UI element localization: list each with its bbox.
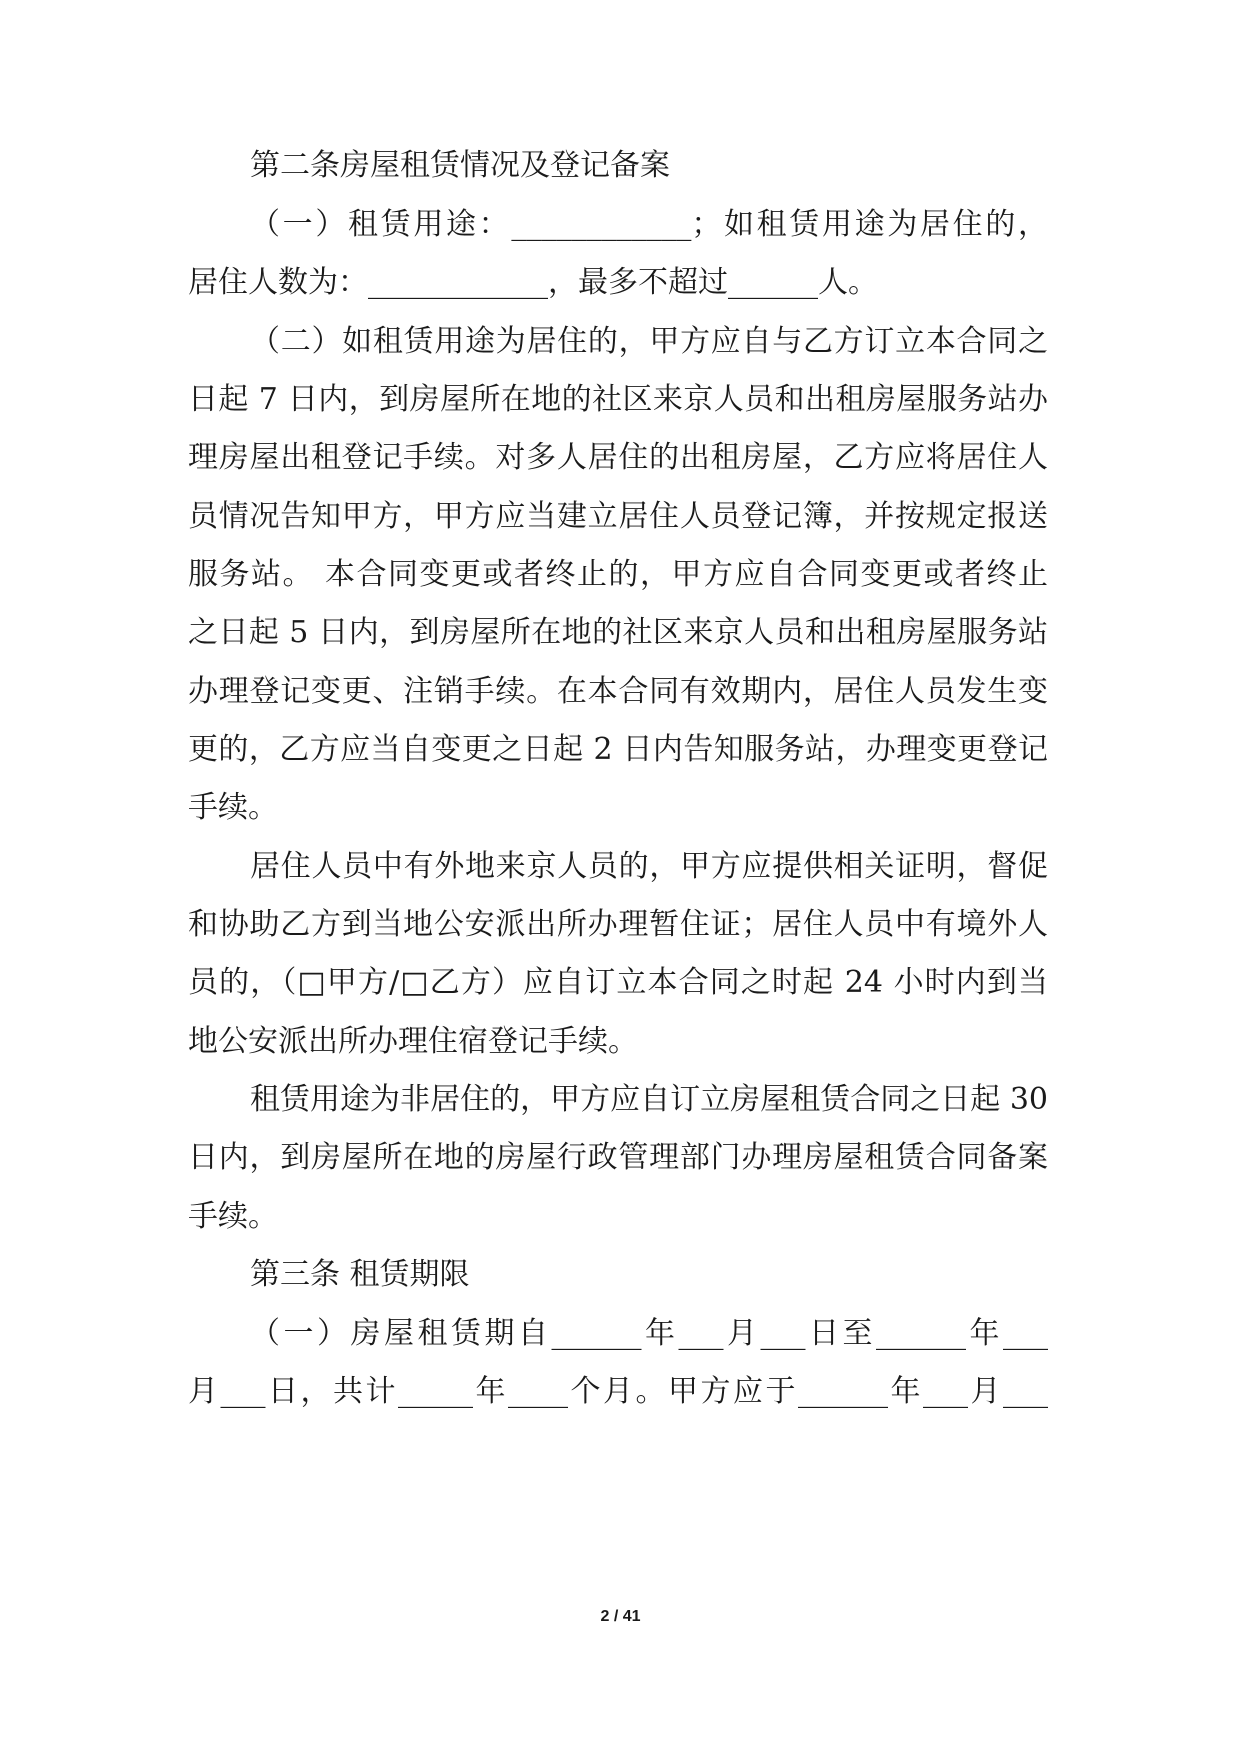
text-line: 手续。 (188, 1199, 278, 1234)
text-line: 手续。 (188, 790, 278, 825)
text-line: 更的，乙方应当自变更之日起 2 日内告知服务站，办理变更登记 (188, 732, 1048, 767)
article-3-heading: 第三条 租赁期限 (250, 1257, 470, 1292)
text-line: （一）房屋租赁期自______年___月___日至______年___ (250, 1316, 1048, 1351)
text-line: 之日起 5 日内，到房屋所在地的社区来京人员和出租房屋服务站 (188, 615, 1048, 650)
text-line: 地公安派出所办理住宿登记手续。 (188, 1024, 638, 1059)
text-line: 居住人员中有外地来京人员的，甲方应提供相关证明，督促 (250, 849, 1048, 884)
text-line: 办理登记变更、注销手续。在本合同有效期内，居住人员发生变 (188, 674, 1048, 709)
text-line: 服务站。 本合同变更或者终止的，甲方应自合同变更或者终止 (188, 557, 1048, 592)
article-2-heading: 第二条房屋租赁情况及登记备案 (250, 148, 670, 183)
text-line: 租赁用途为非居住的，甲方应自订立房屋租赁合同之日起 30 (250, 1082, 1048, 1117)
text-line: 和协助乙方到当地公安派出所办理暂住证；居住人员中有境外人 (188, 907, 1048, 942)
text-line: 日起 7 日内，到房屋所在地的社区来京人员和出租房屋服务站办 (188, 382, 1048, 417)
text-line: 理房屋出租登记手续。对多人居住的出租房屋，乙方应将居住人 (188, 440, 1048, 475)
page-number: 2 / 41 (600, 1608, 641, 1625)
text-line: 居住人数为：____________，最多不超过______人。 (188, 265, 878, 300)
text-line: 员的，（□甲方/□乙方）应自订立本合同之时起 24 小时内到当 (188, 965, 1048, 1000)
text-line: 员情况告知甲方，甲方应当建立居住人员登记簿，并按规定报送 (188, 499, 1048, 534)
text-line: （二）如租赁用途为居住的，甲方应自与乙方订立本合同之 (250, 324, 1048, 359)
text-line: 日内，到房屋所在地的房屋行政管理部门办理房屋租赁合同备案 (188, 1140, 1048, 1175)
text-line: （一）租赁用途：____________；如租赁用途为居住的， (250, 207, 1048, 242)
text-line: 月___日，共计_____年____个月。甲方应于______年___月___ (188, 1374, 1048, 1409)
